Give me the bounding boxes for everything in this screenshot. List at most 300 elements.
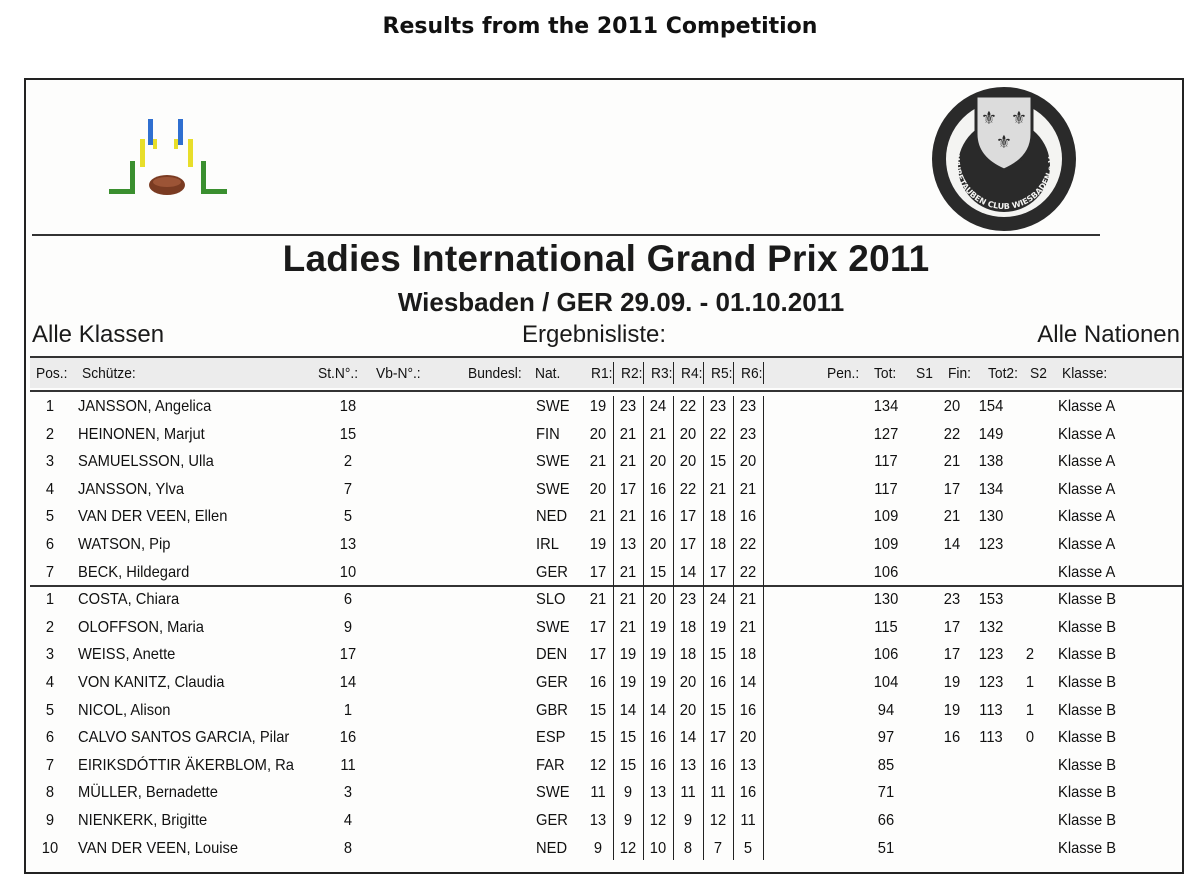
cell-round-2: 19 <box>619 674 637 691</box>
cell-round-6: 21 <box>739 591 757 609</box>
cell-round-1: 17 <box>589 618 607 636</box>
nations-label: Alle Nationen <box>1037 321 1180 348</box>
cell-round-4: 20 <box>679 701 697 719</box>
document-subtitle: Wiesbaden / GER 29.09. - 01.10.2011 <box>397 287 845 317</box>
cell-nat: DEN <box>536 646 568 664</box>
cell-fin: 17 <box>943 618 961 636</box>
cell-pos: 6 <box>45 536 55 553</box>
cell-round-1: 17 <box>589 646 607 664</box>
cell-tot2: 113 <box>979 729 1003 747</box>
cell-nat: FAR <box>536 756 565 774</box>
cell-tot2: 153 <box>978 591 1004 609</box>
cell-nat: ESP <box>536 729 566 747</box>
cell-nat: GER <box>536 563 568 581</box>
cell-klasse: Klasse A <box>1058 536 1116 553</box>
cell-nat: SWE <box>536 480 570 498</box>
col-header-nat: Nat. <box>535 365 561 382</box>
cell-pos: 9 <box>45 812 55 829</box>
cell-tot: 117 <box>874 480 898 498</box>
cell-pos: 5 <box>45 701 55 719</box>
cell-tot: 130 <box>873 591 899 609</box>
cell-round-3: 16 <box>649 508 667 526</box>
col-header-r1: R1: <box>591 365 613 382</box>
cell-name: EIRIKSDÓTTIR ÄKERBLOM, Ra <box>78 756 294 774</box>
cell-tot: 51 <box>877 839 895 857</box>
cell-round-2: 19 <box>619 646 637 664</box>
cell-round-6: 18 <box>739 646 757 664</box>
cell-round-5: 15 <box>709 646 727 664</box>
cell-tot2: 113 <box>979 701 1003 719</box>
cell-klasse: Klasse A <box>1058 398 1116 415</box>
cell-tot: 104 <box>873 674 899 691</box>
cell-klasse: Klasse B <box>1058 674 1117 691</box>
cell-round-6: 21 <box>739 618 757 636</box>
cell-start-no: 3 <box>343 784 353 802</box>
cell-round-4: 20 <box>679 425 697 443</box>
col-header-s2: S2 <box>1030 365 1047 382</box>
cell-klasse: Klasse B <box>1058 784 1117 802</box>
cell-start-no: 11 <box>340 756 356 774</box>
cell-round-2: 13 <box>619 536 637 553</box>
col-header-klasse: Klasse: <box>1062 365 1108 382</box>
results-document <box>24 78 1184 874</box>
cell-name: VAN DER VEEN, Ellen <box>78 508 228 526</box>
cell-start-no: 9 <box>343 618 353 636</box>
cell-tot: 66 <box>877 812 895 829</box>
cell-round-1: 13 <box>589 812 607 829</box>
cell-round-3: 12 <box>649 812 667 829</box>
cell-name: MÜLLER, Bernadette <box>78 784 218 802</box>
cell-round-1: 15 <box>589 729 607 747</box>
fleur-de-lis-icon: ⚜ <box>995 132 1013 153</box>
round-divider <box>763 396 764 860</box>
cell-round-1: 20 <box>589 425 607 443</box>
table-row <box>26 504 1184 531</box>
cell-round-4: 23 <box>679 591 697 609</box>
cell-start-no: 2 <box>343 453 353 471</box>
cell-tot: 109 <box>873 508 899 526</box>
results-table-header <box>30 358 1182 388</box>
cell-round-4: 17 <box>679 536 697 553</box>
logo-bar <box>201 189 227 194</box>
cell-tot: 71 <box>877 784 895 802</box>
cell-round-6: 20 <box>739 729 757 747</box>
cell-round-4: 20 <box>679 453 697 471</box>
cell-round-4: 11 <box>680 784 696 802</box>
cell-round-2: 14 <box>619 701 637 719</box>
cell-nat: SWE <box>536 398 570 415</box>
cell-round-2: 15 <box>619 756 637 774</box>
cell-round-2: 21 <box>619 618 637 636</box>
cell-round-5: 21 <box>709 480 727 498</box>
cell-start-no: 13 <box>339 536 357 553</box>
round-divider <box>763 362 764 384</box>
table-row <box>26 642 1184 669</box>
cell-round-6: 13 <box>739 756 757 774</box>
cell-pos: 1 <box>45 591 55 609</box>
cell-round-1: 15 <box>589 701 607 719</box>
cell-tot2: 130 <box>978 508 1004 526</box>
cell-name: BECK, Hildegard <box>78 563 190 581</box>
cell-name: WEISS, Anette <box>78 646 176 664</box>
cell-round-6: 23 <box>739 425 757 443</box>
cell-round-5: 16 <box>709 674 727 691</box>
table-row <box>26 670 1184 697</box>
cell-klasse: Klasse B <box>1058 756 1117 774</box>
cell-fin: 23 <box>943 591 961 609</box>
cell-fin: 21 <box>943 453 961 471</box>
cell-nat: SWE <box>536 618 570 636</box>
col-header-r2: R2: <box>621 365 643 382</box>
cell-pos: 6 <box>45 729 55 747</box>
table-row <box>26 698 1184 725</box>
cell-klasse: Klasse B <box>1058 701 1117 719</box>
cell-tot: 106 <box>873 646 899 664</box>
round-divider <box>703 362 704 384</box>
header-bottom-divider <box>30 390 1182 392</box>
cell-round-4: 13 <box>679 756 697 774</box>
col-header-pos: Pos.: <box>36 365 68 382</box>
cell-pos: 7 <box>45 756 55 774</box>
cell-tot: 134 <box>873 398 899 415</box>
round-divider <box>703 396 704 860</box>
cell-name: VAN DER VEEN, Louise <box>78 839 239 857</box>
logo-bar <box>178 119 183 145</box>
cell-name: COSTA, Chiara <box>78 591 180 609</box>
cell-start-no: 8 <box>343 839 353 857</box>
cell-nat: NED <box>536 508 568 526</box>
cell-round-6: 16 <box>739 508 757 526</box>
clay-target-highlight <box>153 177 181 187</box>
cell-start-no: 7 <box>343 480 353 498</box>
cell-s2: 1 <box>1025 701 1035 719</box>
cell-round-1: 11 <box>590 784 606 802</box>
cell-name: NICOL, Alison <box>78 701 171 719</box>
cell-round-6: 22 <box>739 536 757 553</box>
cell-round-2: 21 <box>619 591 637 609</box>
cell-round-3: 20 <box>649 536 667 553</box>
cell-round-3: 14 <box>649 701 667 719</box>
cell-start-no: 4 <box>343 812 353 829</box>
cell-tot2: 123 <box>978 536 1004 553</box>
col-header-tot: Tot: <box>874 365 897 382</box>
col-header-name: Schütze: <box>82 365 136 382</box>
cell-name: CALVO SANTOS GARCIA, Pilar <box>78 729 290 747</box>
cell-round-4: 20 <box>679 674 697 691</box>
cell-round-1: 17 <box>589 563 607 581</box>
seal-text: WURFTAUBEN CLUB WIESBADEN e.V <box>951 154 1057 212</box>
cell-klasse: Klasse A <box>1058 508 1116 526</box>
cell-round-3: 24 <box>649 398 667 415</box>
round-divider <box>733 362 734 384</box>
table-row <box>26 780 1184 807</box>
cell-tot: 94 <box>877 701 895 719</box>
cell-round-4: 18 <box>679 618 697 636</box>
col-header-r5: R5: <box>711 365 733 382</box>
round-divider <box>673 396 674 860</box>
cell-round-2: 21 <box>619 508 637 526</box>
cell-start-no: 6 <box>343 591 353 609</box>
cell-fin: 14 <box>943 536 961 553</box>
cell-round-3: 19 <box>649 646 667 664</box>
cell-round-4: 9 <box>683 812 693 829</box>
cell-start-no: 17 <box>339 646 357 664</box>
cell-klasse: Klasse B <box>1058 812 1117 829</box>
round-divider <box>673 362 674 384</box>
fleur-de-lis-icon: ⚜ <box>1010 108 1028 129</box>
cell-round-4: 22 <box>679 480 697 498</box>
cell-klasse: Klasse B <box>1058 591 1117 609</box>
cell-klasse: Klasse A <box>1058 453 1116 471</box>
table-row <box>26 587 1184 614</box>
cell-name: OLOFFSON, Maria <box>78 618 204 636</box>
cell-round-4: 17 <box>679 508 697 526</box>
cell-round-5: 17 <box>709 729 727 747</box>
round-divider <box>643 396 644 860</box>
cell-pos: 3 <box>45 453 55 471</box>
cell-pos: 2 <box>45 425 55 443</box>
cell-tot: 127 <box>873 425 899 443</box>
cell-round-3: 20 <box>649 453 667 471</box>
cell-nat: NED <box>536 839 568 857</box>
logo-bar <box>130 161 135 193</box>
col-header-start-no: St.N°.: <box>318 365 359 382</box>
cell-round-5: 19 <box>709 618 727 636</box>
cell-s2: 1 <box>1025 674 1035 691</box>
cell-round-6: 16 <box>739 701 757 719</box>
cell-round-5: 17 <box>709 563 727 581</box>
cell-round-6: 14 <box>739 674 757 691</box>
cell-round-3: 20 <box>649 591 667 609</box>
logo-bar <box>140 139 145 167</box>
cell-round-2: 21 <box>619 453 637 471</box>
cell-start-no: 15 <box>339 425 357 443</box>
table-row <box>26 449 1184 476</box>
cell-tot2: 134 <box>978 480 1004 498</box>
cell-s2: 0 <box>1025 729 1035 747</box>
cell-round-3: 10 <box>649 839 667 857</box>
cell-round-1: 16 <box>589 674 607 691</box>
cell-pos: 4 <box>45 674 55 691</box>
results-list-label: Ergebnisliste: <box>522 321 667 348</box>
cell-nat: IRL <box>536 536 559 553</box>
cell-name: SAMUELSSON, Ulla <box>78 453 214 471</box>
cell-round-1: 19 <box>589 536 607 553</box>
cell-fin: 17 <box>943 480 961 498</box>
table-row <box>26 615 1184 642</box>
col-header-r3: R3: <box>651 365 673 382</box>
cell-round-3: 16 <box>649 480 667 498</box>
cell-pos: 5 <box>45 508 55 526</box>
cell-round-2: 9 <box>623 784 633 802</box>
cell-round-4: 18 <box>679 646 697 664</box>
cell-start-no: 18 <box>339 398 357 415</box>
cell-pos: 3 <box>45 646 55 664</box>
cell-round-2: 23 <box>619 398 637 415</box>
cell-pos: 7 <box>45 563 55 581</box>
cell-start-no: 10 <box>339 563 357 581</box>
cell-round-6: 5 <box>743 839 753 857</box>
table-row <box>26 532 1184 559</box>
col-header-bundesl: Bundesl: <box>468 365 522 382</box>
cell-tot2: 123 <box>978 646 1004 664</box>
cell-nat: FIN <box>536 425 560 443</box>
col-header-pen: Pen.: <box>827 365 860 382</box>
table-row <box>26 808 1184 835</box>
cell-round-5: 12 <box>709 812 727 829</box>
table-row <box>26 725 1184 752</box>
cell-round-4: 22 <box>679 398 697 415</box>
cell-nat: SLO <box>536 591 566 609</box>
document-title: Ladies International Grand Prix 2011 <box>282 238 930 279</box>
cell-pos: 8 <box>45 784 55 802</box>
cell-round-6: 16 <box>739 784 757 802</box>
table-row <box>26 753 1184 780</box>
cell-fin: 21 <box>943 508 961 526</box>
federation-logo <box>106 113 230 199</box>
col-header-tot2: Tot2: <box>988 365 1018 382</box>
cell-name: NIENKERK, Brigitte <box>78 812 208 829</box>
header-divider <box>32 234 1100 236</box>
cell-fin: 20 <box>943 398 961 415</box>
cell-pos: 1 <box>45 398 55 415</box>
cell-round-3: 16 <box>649 756 667 774</box>
cell-klasse: Klasse A <box>1058 480 1116 498</box>
cell-round-5: 24 <box>709 591 727 609</box>
cell-fin: 22 <box>943 425 961 443</box>
cell-klasse: Klasse B <box>1058 618 1117 636</box>
logo-bar <box>153 139 157 149</box>
col-header-r4: R4: <box>681 365 703 382</box>
col-header-r6: R6: <box>741 365 763 382</box>
cell-round-6: 22 <box>739 563 757 581</box>
fleur-de-lis-icon: ⚜ <box>980 108 998 129</box>
cell-round-2: 21 <box>619 425 637 443</box>
cell-start-no: 1 <box>343 701 353 719</box>
cell-round-3: 13 <box>649 784 667 802</box>
cell-name: JANSSON, Ylva <box>78 480 185 498</box>
cell-pos: 2 <box>45 618 55 636</box>
table-row <box>26 422 1184 449</box>
cell-tot: 117 <box>874 453 898 471</box>
cell-name: JANSSON, Angelica <box>78 398 212 415</box>
cell-pos: 10 <box>41 839 59 857</box>
round-divider <box>733 396 734 860</box>
cell-nat: GBR <box>536 701 568 719</box>
cell-klasse: Klasse B <box>1058 839 1117 857</box>
cell-round-6: 23 <box>739 398 757 415</box>
cell-round-3: 16 <box>649 729 667 747</box>
cell-tot2: 154 <box>978 398 1004 415</box>
table-row <box>26 560 1184 587</box>
col-header-s1: S1 <box>916 365 933 382</box>
cell-start-no: 5 <box>343 508 353 526</box>
col-header-vb-no: Vb-N°.: <box>376 365 421 382</box>
cell-nat: SWE <box>536 784 570 802</box>
cell-round-4: 14 <box>679 563 697 581</box>
cell-nat: GER <box>536 674 568 691</box>
round-divider <box>613 362 614 384</box>
cell-round-3: 19 <box>649 618 667 636</box>
cell-tot: 106 <box>873 563 899 581</box>
cell-round-5: 22 <box>709 425 727 443</box>
club-seal-logo <box>926 84 1082 234</box>
cell-klasse: Klasse A <box>1058 563 1116 581</box>
cell-tot2: 132 <box>978 618 1004 636</box>
cell-round-5: 11 <box>710 784 726 802</box>
cell-klasse: Klasse B <box>1058 729 1117 747</box>
logo-bar <box>109 189 135 194</box>
cell-tot2: 138 <box>978 453 1004 471</box>
cell-round-5: 7 <box>713 839 723 857</box>
cell-round-5: 16 <box>709 756 727 774</box>
cell-round-2: 21 <box>619 563 637 581</box>
cell-round-5: 15 <box>709 701 727 719</box>
cell-tot: 85 <box>877 756 895 774</box>
cell-start-no: 16 <box>339 729 357 747</box>
cell-klasse: Klasse A <box>1058 425 1116 443</box>
cell-tot: 109 <box>873 536 899 553</box>
col-header-fin: Fin: <box>948 365 972 382</box>
cell-round-3: 19 <box>649 674 667 691</box>
cell-round-3: 15 <box>649 563 667 581</box>
cell-start-no: 14 <box>339 674 357 691</box>
cell-fin: 17 <box>943 646 961 664</box>
cell-round-6: 20 <box>739 453 757 471</box>
cell-round-5: 18 <box>709 508 727 526</box>
cell-round-5: 15 <box>709 453 727 471</box>
cell-round-2: 17 <box>619 480 637 498</box>
round-divider <box>613 396 614 860</box>
page-heading: Results from the 2011 Competition <box>382 14 818 39</box>
cell-round-1: 20 <box>589 480 607 498</box>
logo-bar <box>174 139 178 149</box>
cell-round-3: 21 <box>649 425 667 443</box>
cell-nat: SWE <box>536 453 570 471</box>
cell-tot2: 123 <box>978 674 1004 691</box>
cell-round-1: 12 <box>589 756 607 774</box>
cell-round-5: 23 <box>709 398 727 415</box>
cell-fin: 19 <box>943 674 961 691</box>
cell-name: HEINONEN, Marjut <box>78 425 205 443</box>
cell-name: WATSON, Pip <box>78 536 171 553</box>
logo-bar <box>201 161 206 193</box>
cell-round-1: 19 <box>589 398 607 415</box>
round-divider <box>643 362 644 384</box>
table-row <box>26 394 1184 421</box>
cell-pos: 4 <box>45 480 55 498</box>
logo-bar <box>188 139 193 167</box>
cell-round-4: 14 <box>679 729 697 747</box>
table-row <box>26 477 1184 504</box>
cell-round-6: 11 <box>740 812 756 829</box>
cell-s2: 2 <box>1025 646 1035 664</box>
cell-round-2: 12 <box>619 839 637 857</box>
cell-fin: 16 <box>943 729 961 747</box>
cell-round-1: 21 <box>589 508 607 526</box>
cell-tot2: 149 <box>978 425 1004 443</box>
cell-round-1: 21 <box>589 453 607 471</box>
cell-round-1: 9 <box>593 839 603 857</box>
cell-tot: 97 <box>877 729 895 747</box>
table-row <box>26 836 1184 863</box>
classes-label: Alle Klassen <box>32 321 165 348</box>
cell-name: VON KANITZ, Claudia <box>78 674 225 691</box>
cell-nat: GER <box>536 812 568 829</box>
cell-fin: 19 <box>943 701 961 719</box>
cell-tot: 115 <box>874 618 898 636</box>
cell-round-2: 9 <box>623 812 633 829</box>
